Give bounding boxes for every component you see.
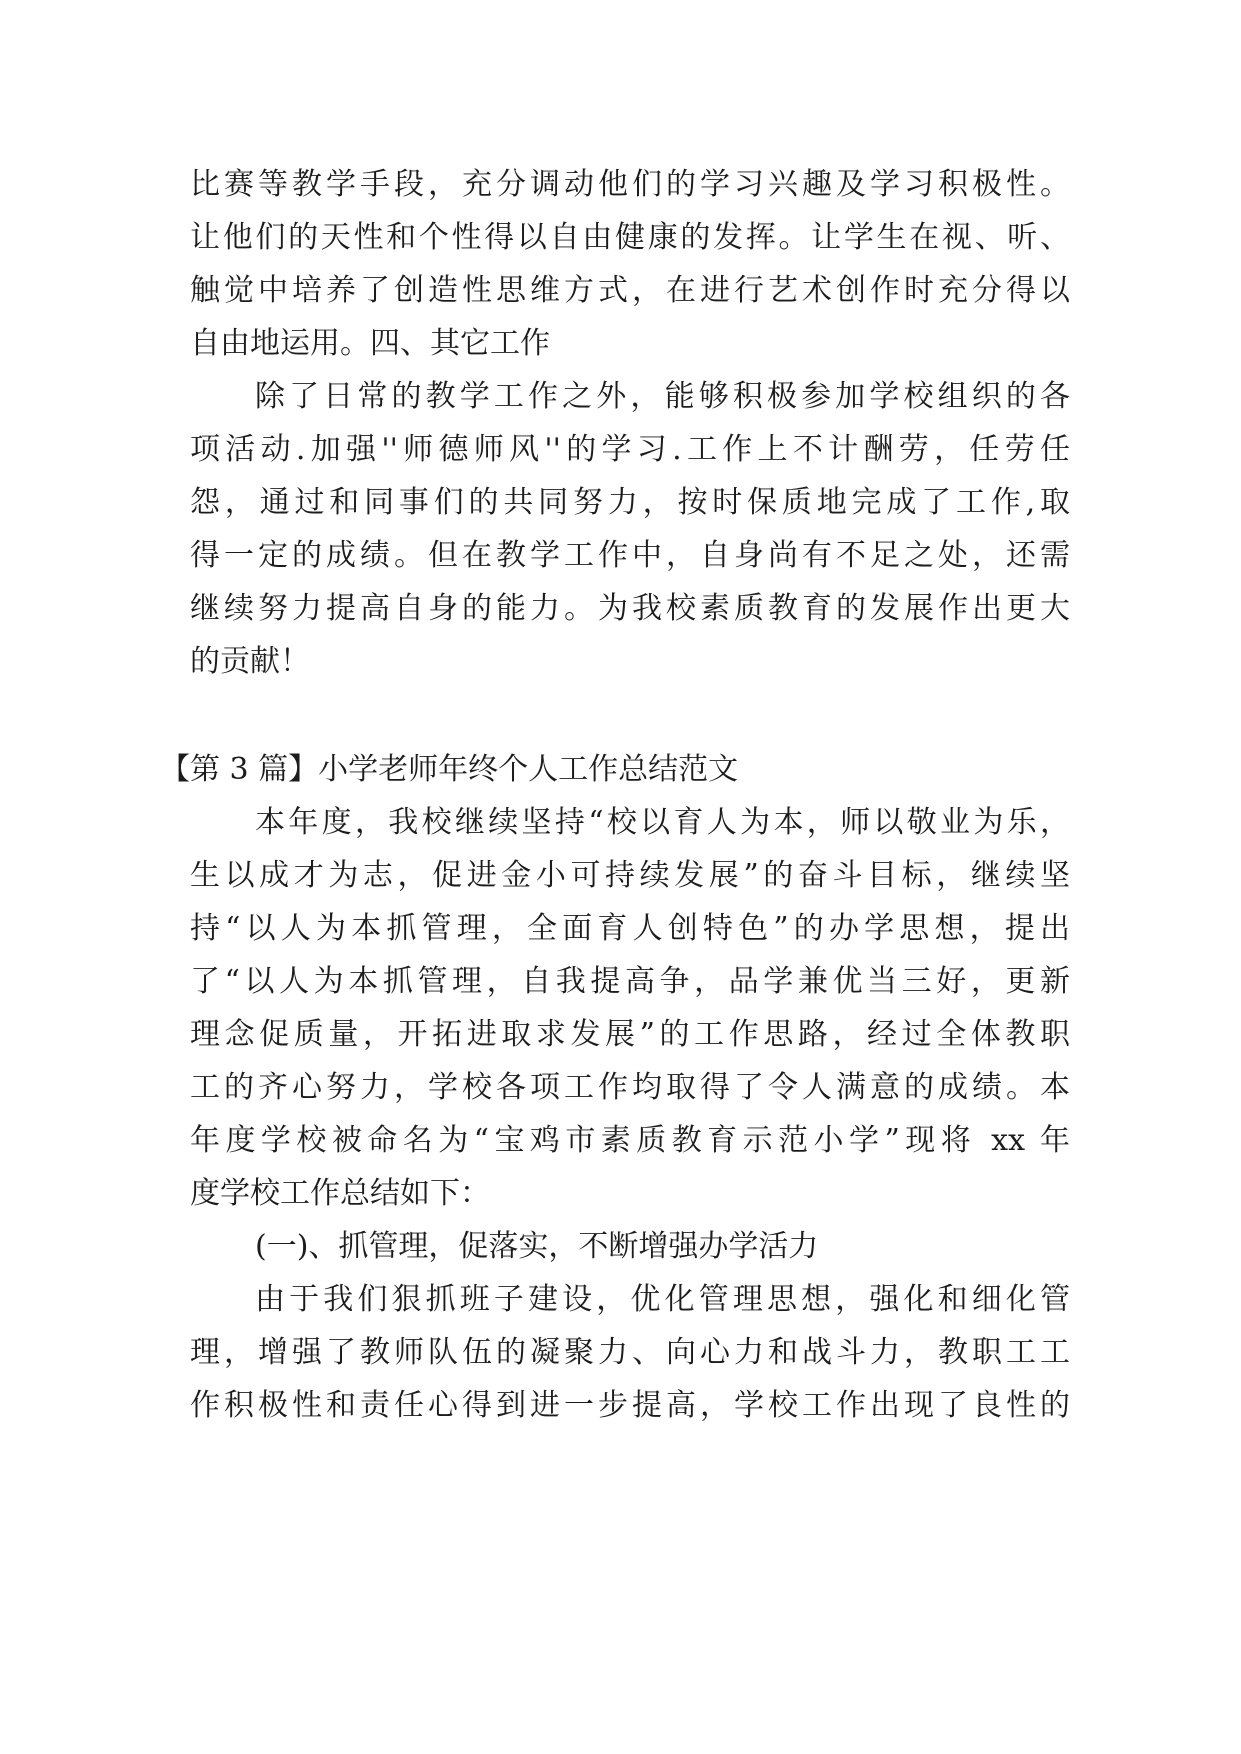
section-heading: 【第 3 篇】小学老师年终个人工作总结范文	[160, 752, 739, 787]
paragraph-first-line: 本年度，我校继续坚持“校以育人为本，师以敬业为乐，	[255, 805, 1070, 840]
body-text-line: 怨，通过和同事们的共同努力，按时保质地完成了工作,取	[190, 485, 1070, 520]
body-text-line: 理，增强了教师队伍的凝聚力、向心力和战斗力，教职工工	[190, 1335, 1070, 1370]
body-text-line: 工的齐心努力，学校各项工作均取得了令人满意的成绩。本	[190, 1070, 1070, 1105]
subsection-heading: (一)、抓管理，促落实，不断增强办学活力	[255, 1229, 819, 1264]
body-text-line: 理念促质量，开拓进取求发展”的工作思路，经过全体教职	[190, 1017, 1070, 1052]
paragraph-first-line: 由于我们狠抓班子建设，优化管理思想，强化和细化管	[255, 1282, 1070, 1317]
body-text-line: 了“以人为本抓管理，自我提高争，品学兼优当三好，更新	[190, 964, 1070, 999]
body-text-line: 触觉中培养了创造性思维方式，在进行艺术创作时充分得以	[190, 273, 1070, 308]
body-text-line: 的贡献！	[190, 644, 310, 679]
body-text-line: 比赛等教学手段，充分调动他们的学习兴趣及学习积极性。	[190, 167, 1070, 202]
body-text-line: 让他们的天性和个性得以自由健康的发挥。让学生在视、听、	[190, 220, 1070, 255]
body-text-line: 持“以人为本抓管理，全面育人创特色”的办学思想，提出	[190, 911, 1070, 946]
paragraph-first-line: 除了日常的教学工作之外，能够积极参加学校组织的各	[255, 379, 1070, 414]
body-text-line: 继续努力提高自身的能力。为我校素质教育的发展作出更大	[190, 591, 1070, 626]
body-text-line: 自由地运用。四、其它工作	[190, 326, 550, 361]
body-text-line: 生以成才为志，促进金小可持续发展”的奋斗目标，继续坚	[190, 858, 1070, 893]
body-text-line: 年度学校被命名为“宝鸡市素质教育示范小学”现将 xx 年	[190, 1123, 1070, 1158]
body-text-line: 项活动.加强''师德师风''的学习.工作上不计酬劳，任劳任	[190, 432, 1070, 467]
body-text-line: 得一定的成绩。但在教学工作中，自身尚有不足之处，还需	[190, 538, 1070, 573]
body-text-line: 作积极性和责任心得到进一步提高，学校工作出现了良性的	[190, 1388, 1070, 1423]
body-text-line: 度学校工作总结如下：	[190, 1176, 490, 1211]
